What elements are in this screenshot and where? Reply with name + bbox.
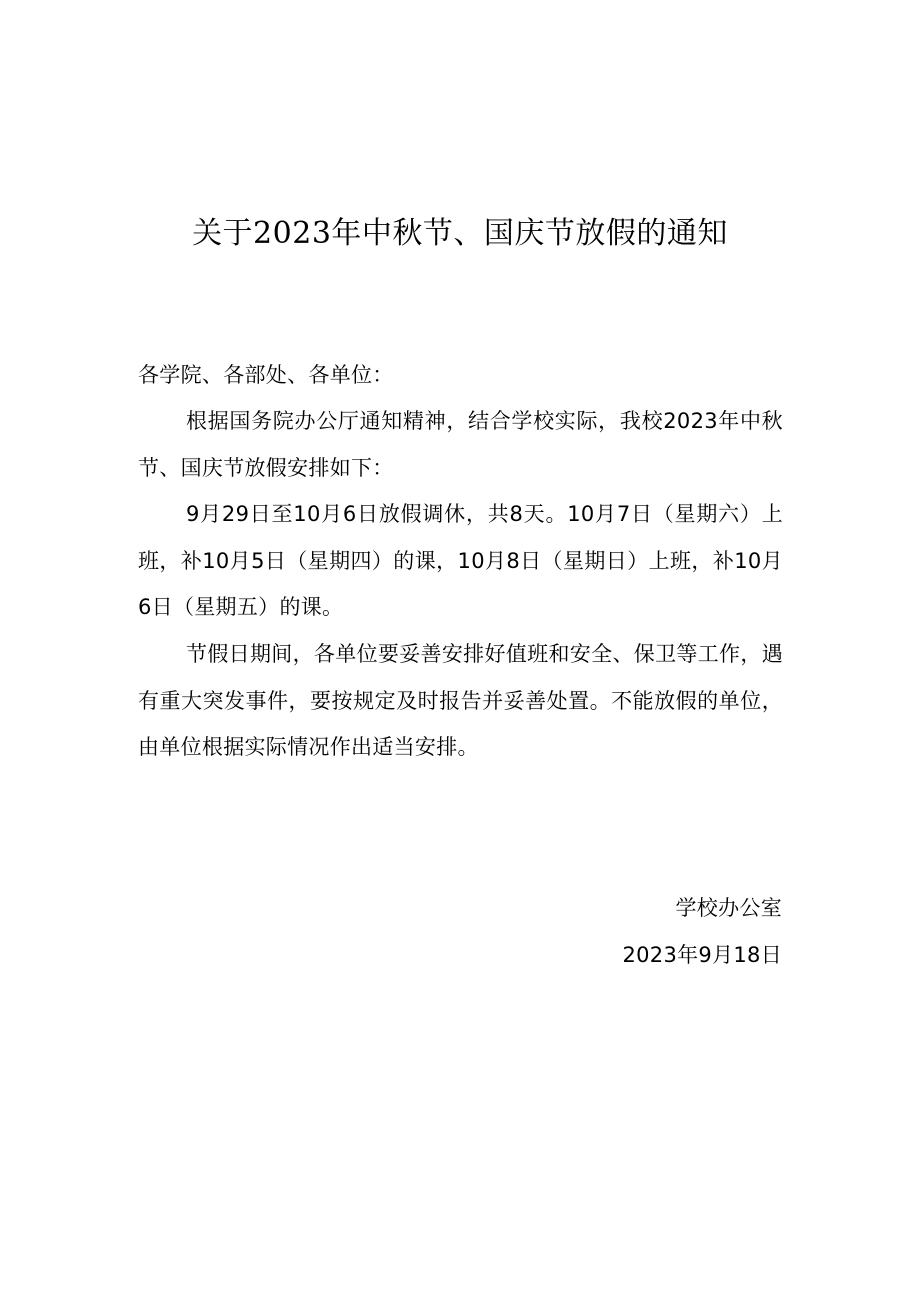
signature-date: 2023年9月18日 — [622, 943, 782, 967]
document-title: 关于2023年中秋节、国庆节放假的通知 — [192, 216, 728, 251]
salutation: 各学院、各部处、各单位： — [138, 363, 394, 387]
paragraph-intro-text: 根据国务院办公厅通知精神，结合学校实际，我校2023年中秋节、国庆节放假安排如下： — [138, 409, 783, 480]
signature-office: 学校办公室 — [675, 896, 782, 920]
paragraph-duty-text: 节假日期间，各单位要妥善安排好值班和安全、保卫等工作，遇有重大突发事件，要按规定及时报告并妥善处置。不能放假的单位，由单位根据实际情况作出适当安排。 — [138, 642, 783, 759]
paragraph-intro — [138, 398, 783, 491]
paragraph-schedule-text: 9月29日至10月6日放假调休，共8天。10月7日（星期六）上班，补10月5日（星期四）的课，10月8日（星期日）上班，补10月6日（星期五）的课。 — [138, 502, 783, 619]
paragraph-schedule — [138, 491, 783, 631]
paragraph-duty — [138, 631, 783, 771]
